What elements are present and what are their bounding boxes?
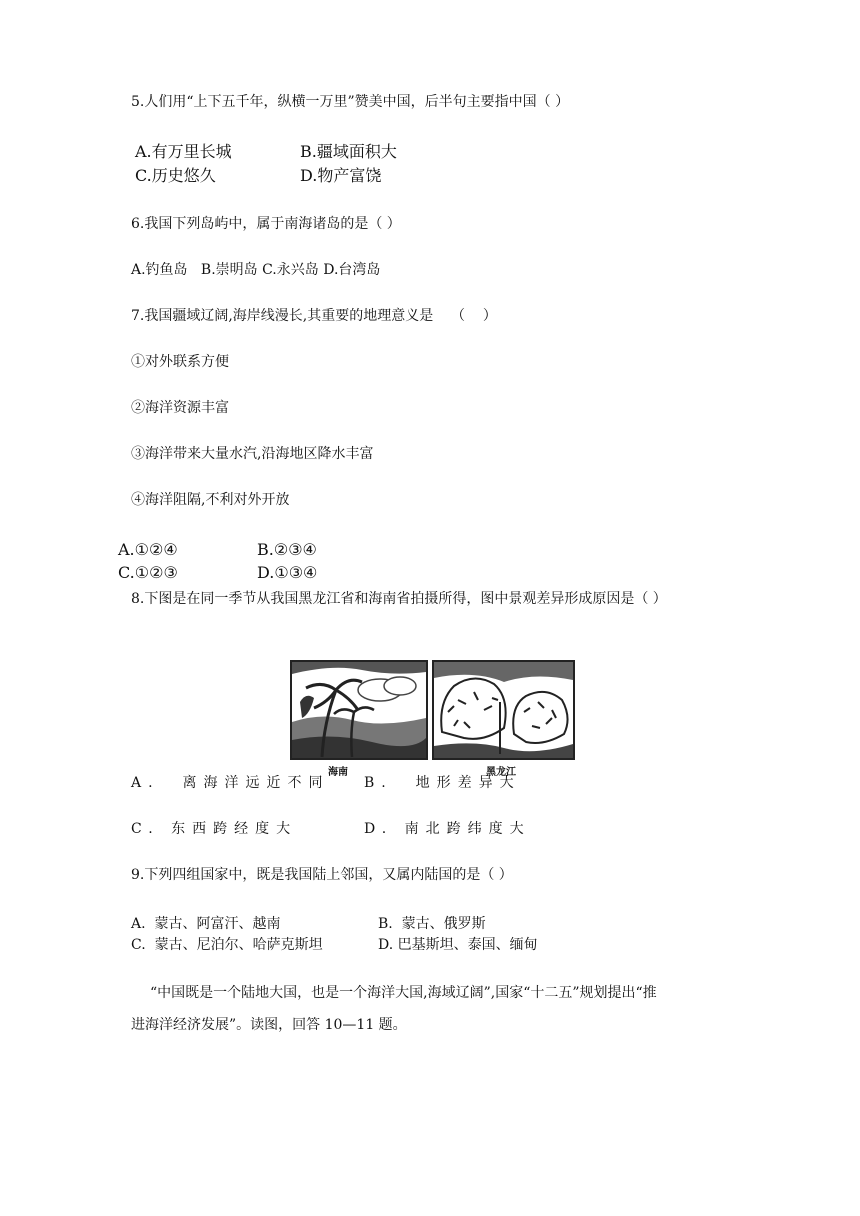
q5-option-c: C.历史悠久 (135, 166, 216, 185)
q7-option-c: C.①②③ (118, 563, 178, 582)
passage-line-1: “中国既是一个陆地大国，也是一个海洋大国,海域辽阔”,国家“十二五”规划提出“推 (150, 985, 657, 1001)
q7-option-a: A.①②④ (118, 540, 178, 559)
q9-stem: 9.下列四组国家中，既是我国陆上邻国，又属内陆国的是（ ） (131, 867, 513, 883)
q5-stem: 5.人们用“上下五千年，纵横一万里”赞美中国，后半句主要指中国（ ） (131, 94, 570, 110)
q7-stem: 7.我国疆域辽阔,海岸线漫长,其重要的地理意义是 （ ） (131, 308, 497, 324)
q8-option-a: A. 离海洋远近不同 (131, 775, 330, 791)
q7-option-d: D.①③④ (257, 563, 318, 582)
q5-option-d: D.物产富饶 (300, 166, 382, 185)
q8-option-b: B. 地形差异大 (364, 775, 521, 791)
q8-stem: 8.下图是在同一季节从我国黑龙江省和海南省拍摄所得，图中景观差异形成原因是（ ） (131, 591, 667, 607)
q9-option-b: B. 蒙古、俄罗斯 (378, 916, 486, 932)
landscape-comparison-figure (290, 660, 575, 778)
q7-option-b: B.②③④ (257, 540, 317, 559)
q8-option-c: C. 东西跨经度大 (131, 821, 298, 837)
q7-item-4: ④海洋阻隔,不利对外开放 (131, 492, 290, 508)
q7-item-1: ①对外联系方便 (131, 354, 229, 370)
caption-heilongjiang: 黑龙江 (486, 767, 516, 778)
q6-stem: 6.我国下列岛屿中，属于南海诸岛的是（ ） (131, 216, 401, 232)
q7-item-2: ②海洋资源丰富 (131, 400, 229, 416)
q5-option-a: A.有万里长城 (135, 142, 232, 161)
passage-line-2: 进海洋经济发展”。读图，回答 10—11 题。 (131, 1017, 407, 1033)
caption-hainan: 海南 (328, 767, 348, 778)
q5-option-b: B.疆域面积大 (300, 142, 397, 161)
q8-option-d: D. 南北跨纬度大 (364, 821, 531, 837)
hainan-photo (290, 660, 428, 760)
q9-option-c: C. 蒙古、尼泊尔、哈萨克斯坦 (131, 937, 323, 953)
heilongjiang-photo (432, 660, 575, 760)
q6-options: A.钓鱼岛 B.崇明岛 C.永兴岛 D.台湾岛 (131, 262, 381, 278)
q9-option-d: D. 巴基斯坦、泰国、缅甸 (378, 937, 538, 953)
q7-item-3: ③海洋带来大量水汽,沿海地区降水丰富 (131, 446, 374, 462)
q9-option-a: A. 蒙古、阿富汗、越南 (131, 916, 281, 932)
